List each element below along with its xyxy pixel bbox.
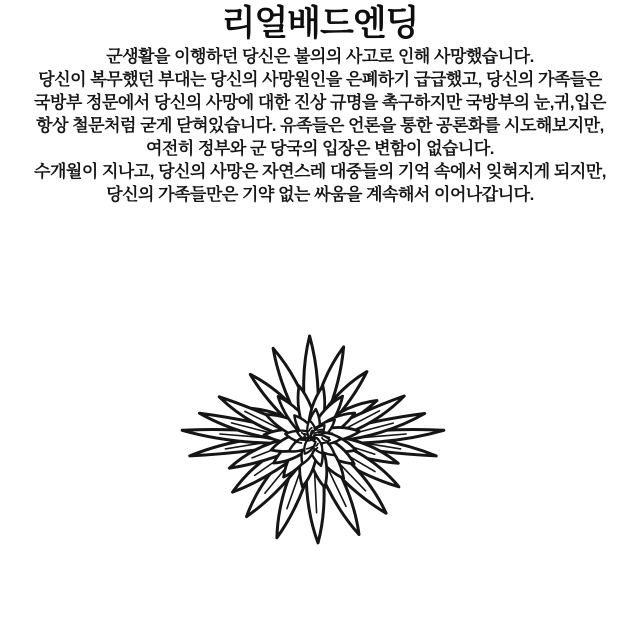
chrysanthemum-flower-icon (178, 332, 448, 550)
page-title: 리얼배드엔딩 (221, 4, 419, 43)
story-line-5: 여전히 정부와 군 당국의 입장은 변함이 없습니다. (145, 139, 494, 158)
story-line-3: 국방부 정문에서 당신의 사망에 대한 진상 규명을 촉구하지만 국방부의 눈,귀,입은 (34, 93, 606, 112)
story-line-2: 당신이 복무했던 부대는 당신의 사망원인을 은폐하기 급급했고, 당신의 가족들은 (38, 70, 602, 89)
story-line-7: 당신의 가족들만은 기약 없는 싸움을 계속해서 이어나갑니다. (106, 185, 534, 204)
story-line-4: 항상 철문처럼 굳게 닫혀있습니다. 유족들은 언론을 통한 공론화를 시도해보지만, (36, 116, 604, 135)
story-line-6: 수개월이 지나고, 당신의 사망은 자연스레 대중들의 기억 속에서 잊혀지게 되지만, (34, 162, 606, 181)
chrysanthemum-illustration (178, 332, 448, 550)
story-line-1: 군생활을 이행하던 당신은 불의의 사고로 인해 사망했습니다. (106, 47, 534, 66)
story-text (0, 45, 640, 206)
